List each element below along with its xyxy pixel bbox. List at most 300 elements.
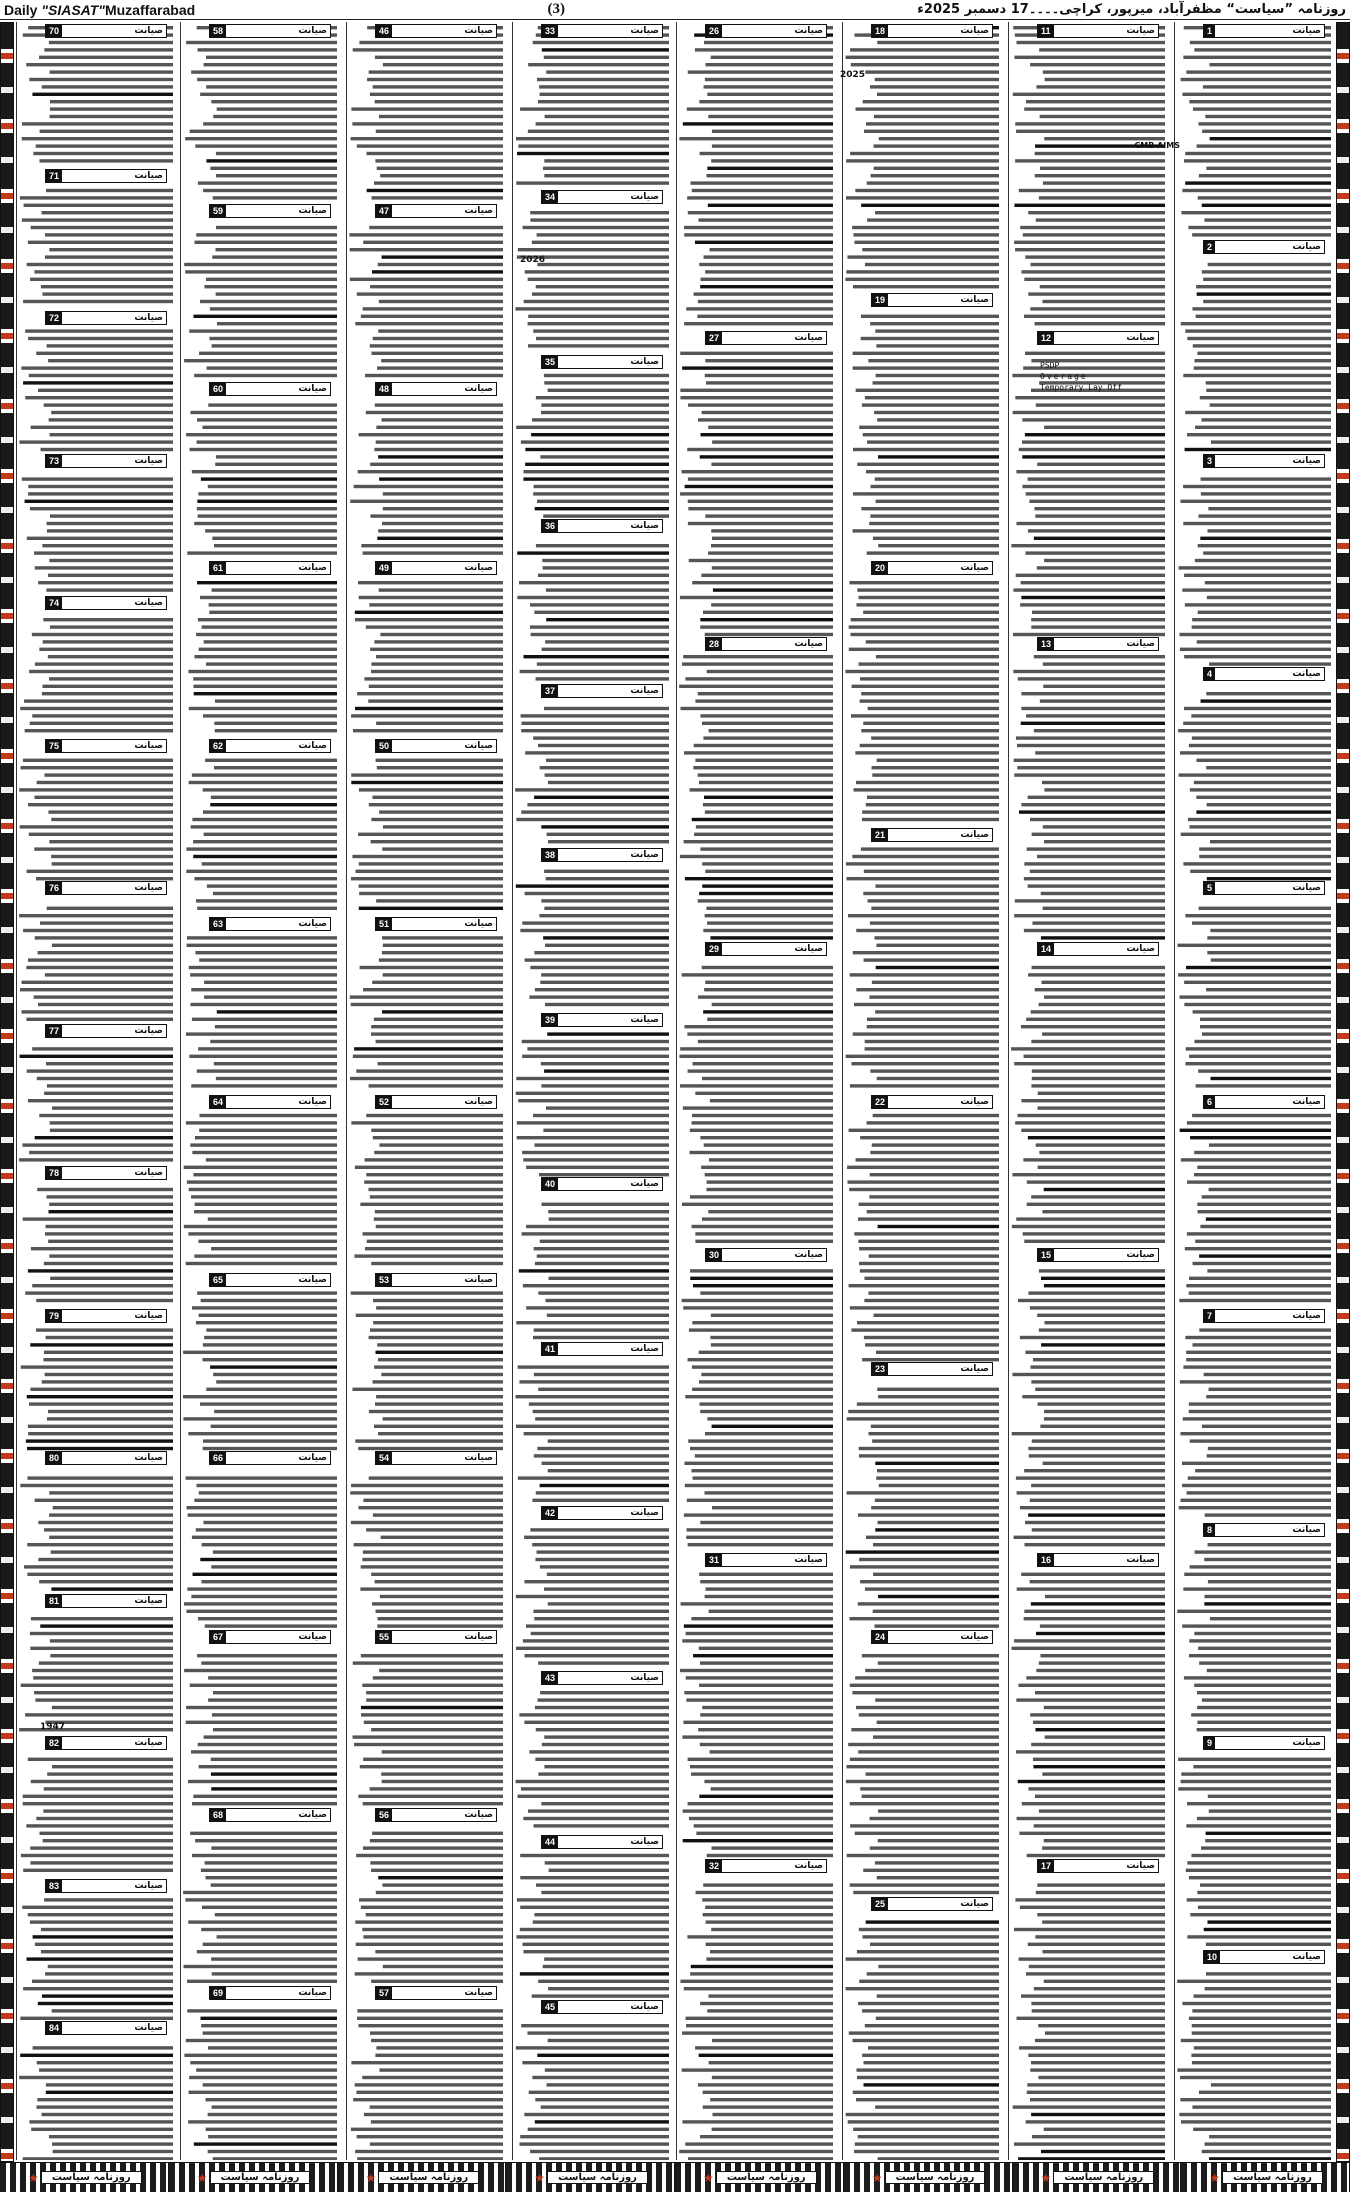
- text-line: [1186, 1351, 1331, 1354]
- text-line: [1014, 773, 1165, 776]
- text-line: [1035, 1935, 1165, 1938]
- notice-number: 12: [1038, 332, 1054, 344]
- star-icon: ★: [703, 2170, 714, 2185]
- text-line: [680, 389, 833, 392]
- text-line: [682, 1735, 833, 1738]
- column-8: [1174, 22, 1333, 2160]
- text-line: [355, 707, 503, 710]
- text-line: [1033, 1758, 1165, 1761]
- text-line: [351, 714, 503, 717]
- text-line: [710, 248, 833, 251]
- text-line: [1015, 248, 1165, 251]
- text-line: [1011, 544, 1165, 547]
- text-line: [372, 196, 503, 199]
- text-line: [22, 218, 173, 221]
- notice-header-label: صیانت: [134, 1881, 163, 1891]
- text-line: [709, 1610, 833, 1613]
- text-line: [373, 337, 503, 340]
- text-line: [376, 130, 503, 133]
- text-line: [685, 1484, 833, 1487]
- text-line: [850, 1758, 999, 1761]
- text-line: [24, 1565, 173, 1568]
- text-line: [1032, 1439, 1165, 1442]
- text-line: [1041, 2150, 1165, 2153]
- text-line: [545, 2068, 669, 2071]
- text-line: [1029, 500, 1165, 503]
- text-line: [370, 648, 503, 651]
- notice-number: 81: [46, 1595, 62, 1607]
- text-line: [700, 625, 833, 628]
- footer-label: روزنامہ سیاست: [378, 2171, 479, 2184]
- text-line: [26, 1439, 173, 1442]
- text-line: [185, 1898, 337, 1901]
- text-line: [702, 966, 833, 969]
- text-line: [707, 1018, 833, 1021]
- text-line: [1030, 307, 1165, 310]
- notice-number: 14: [1038, 943, 1054, 955]
- notice-header: [1203, 1309, 1325, 1323]
- text-line: [529, 1750, 669, 1753]
- text-line: [540, 1565, 669, 1568]
- text-line: [214, 544, 337, 547]
- text-line: [523, 470, 669, 473]
- text-line: [37, 2105, 173, 2108]
- text-line: [523, 1639, 669, 1642]
- text-line: [52, 862, 173, 865]
- text-line: [44, 1351, 173, 1354]
- notice-header-label: صیانت: [298, 1275, 327, 1285]
- text-line: [351, 1484, 503, 1487]
- text-line: [857, 1950, 999, 1953]
- text-line: [861, 204, 999, 207]
- text-line: [371, 2039, 503, 2042]
- notice-number: 6: [1204, 1096, 1215, 1108]
- text-line: [1042, 1846, 1165, 1849]
- text-line: [39, 648, 173, 651]
- text-line: [1045, 1321, 1165, 1324]
- text-line: [862, 810, 999, 813]
- text-line: [711, 603, 833, 606]
- text-line: [703, 2091, 833, 2094]
- text-line: [549, 1869, 669, 1872]
- text-line: [684, 1624, 833, 1627]
- notice-header-label: صیانت: [464, 26, 493, 36]
- text-line: [520, 1928, 669, 1931]
- text-line: [29, 78, 173, 81]
- text-line: [711, 56, 833, 59]
- text-line: [369, 803, 503, 806]
- notice-header: [375, 917, 497, 931]
- text-line: [523, 477, 669, 480]
- text-line: [186, 1032, 337, 1035]
- text-line: [1017, 1491, 1165, 1494]
- text-line: [366, 625, 503, 628]
- text-line: [520, 929, 669, 932]
- text-line: [1021, 1099, 1165, 1102]
- text-line: [194, 2142, 337, 2145]
- text-line: [379, 810, 503, 813]
- text-line: [378, 1432, 503, 1435]
- notice-header-label: صیانت: [630, 1344, 659, 1354]
- text-line: [369, 226, 503, 229]
- text-line: [1028, 1943, 1165, 1946]
- text-line: [711, 1846, 833, 1849]
- text-line: [192, 1802, 337, 1805]
- text-line: [351, 1003, 503, 1006]
- text-line: [183, 1891, 337, 1894]
- text-line: [185, 270, 337, 273]
- text-line: [199, 1314, 337, 1317]
- text-line: [52, 1706, 173, 1709]
- text-line: [30, 1861, 173, 1864]
- text-line: [1182, 189, 1331, 192]
- text-line: [27, 537, 173, 540]
- text-line: [380, 633, 503, 636]
- text-line: [853, 366, 999, 369]
- text-line: [27, 1543, 173, 1546]
- text-line: [42, 544, 173, 547]
- notice-number: 25: [872, 1898, 888, 1910]
- text-line: [535, 1706, 669, 1709]
- text-line: [375, 1580, 503, 1583]
- text-line: [356, 1314, 503, 1317]
- text-line: [366, 1913, 503, 1916]
- text-line: [32, 93, 173, 96]
- text-line: [28, 1269, 173, 1272]
- notice-header: [871, 293, 993, 307]
- text-line: [1181, 322, 1331, 325]
- text-line: [208, 2046, 337, 2049]
- text-line: [1198, 611, 1331, 614]
- text-line: [377, 1617, 503, 1620]
- text-line: [28, 1758, 173, 1761]
- snippet-year-1947: 1947: [40, 1722, 66, 1732]
- text-line: [1037, 1883, 1165, 1886]
- text-line: [188, 2120, 337, 2123]
- text-line: [363, 1935, 503, 1938]
- text-line: [870, 85, 999, 88]
- text-line: [1023, 233, 1165, 236]
- text-line: [1028, 1513, 1165, 1516]
- text-line: [1034, 655, 1165, 658]
- text-line: [45, 1373, 173, 1376]
- text-line: [875, 1528, 999, 1531]
- text-line: [856, 389, 999, 392]
- text-line: [711, 1928, 833, 1931]
- text-line: [1031, 2061, 1165, 2064]
- text-line: [371, 1032, 503, 1035]
- text-line: [39, 56, 173, 59]
- notice-header-label: صیانت: [630, 1673, 659, 1683]
- text-line: [530, 211, 669, 214]
- text-line: [1019, 2046, 1165, 2049]
- text-line: [698, 692, 833, 695]
- text-line: [366, 411, 503, 414]
- text-line: [522, 1151, 669, 1154]
- notice-header-label: صیانت: [960, 1097, 989, 1107]
- name-prefix: Daily: [4, 1, 42, 18]
- text-line: [690, 1129, 833, 1132]
- text-line: [363, 1550, 503, 1553]
- text-line: [706, 1943, 833, 1946]
- text-line: [524, 1536, 669, 1539]
- text-line: [1187, 1861, 1331, 1864]
- text-line: [1209, 63, 1331, 66]
- text-line: [1045, 1735, 1165, 1738]
- text-line: [1207, 951, 1331, 954]
- text-line: [371, 670, 503, 673]
- text-line: [534, 951, 669, 954]
- text-line: [852, 1691, 999, 1694]
- footer-label: روزنامہ سیاست: [547, 2171, 648, 2184]
- right-border-strip: [1336, 22, 1350, 2162]
- notice-number: 39: [542, 1014, 558, 1026]
- text-line: [192, 773, 337, 776]
- text-line: [1204, 1602, 1331, 1605]
- text-line: [30, 1846, 173, 1849]
- text-line: [23, 929, 173, 932]
- text-line: [49, 1203, 173, 1206]
- text-line: [1199, 1661, 1331, 1664]
- notice-header: [45, 881, 167, 895]
- text-line: [208, 1698, 337, 1701]
- text-line: [1037, 855, 1165, 858]
- text-line: [517, 152, 669, 155]
- text-line: [373, 1299, 503, 1302]
- text-line: [540, 981, 669, 984]
- text-line: [208, 1217, 337, 1220]
- text-line: [544, 174, 669, 177]
- text-line: [195, 1136, 337, 1139]
- text-line: [859, 1262, 999, 1265]
- text-line: [191, 825, 337, 828]
- text-line: [1021, 707, 1165, 710]
- text-line: [1042, 1210, 1165, 1213]
- text-line: [33, 1676, 173, 1679]
- text-line: [32, 714, 173, 717]
- text-line: [1025, 1521, 1165, 1524]
- text-line: [1028, 1787, 1165, 1790]
- notice-header: [375, 382, 497, 396]
- text-line: [695, 1232, 833, 1235]
- text-line: [1189, 1055, 1331, 1058]
- text-line: [530, 625, 669, 628]
- text-line: [694, 292, 833, 295]
- text-line: [1030, 2068, 1165, 2071]
- text-line: [523, 226, 669, 229]
- text-line: [858, 2135, 999, 2138]
- text-line: [1016, 470, 1165, 473]
- text-line: [1202, 204, 1331, 207]
- text-line: [50, 115, 173, 118]
- notice-header-label: صیانت: [464, 1988, 493, 1998]
- notice-header-label: صیانت: [1126, 1555, 1155, 1565]
- text-line: [383, 1965, 503, 1968]
- text-line: [530, 603, 669, 606]
- text-line: [517, 596, 669, 599]
- text-line: [1028, 529, 1165, 532]
- text-line: [1196, 796, 1331, 799]
- text-line: [363, 1499, 503, 1502]
- snippet-psdp: PSDP: [1040, 361, 1060, 370]
- notice-header: [45, 2021, 167, 2035]
- notice-header-label: صیانت: [1126, 26, 1155, 36]
- text-line: [198, 1240, 337, 1243]
- text-line: [1019, 448, 1165, 451]
- text-line: [366, 1114, 503, 1117]
- text-line: [1020, 603, 1165, 606]
- text-line: [43, 640, 173, 643]
- text-line: [693, 1654, 833, 1657]
- text-line: [533, 1336, 669, 1339]
- text-line: [1037, 566, 1165, 569]
- text-line: [690, 1269, 833, 1272]
- text-line: [38, 951, 173, 954]
- text-line: [1186, 70, 1331, 73]
- text-line: [382, 1010, 503, 1013]
- text-line: [1039, 48, 1165, 51]
- text-line: [366, 1173, 503, 1176]
- text-line: [201, 1580, 337, 1583]
- text-line: [35, 1698, 173, 1701]
- text-line: [703, 929, 833, 932]
- text-line: [545, 1003, 669, 1006]
- text-line: [847, 1166, 999, 1169]
- text-line: [376, 1610, 503, 1613]
- text-line: [361, 544, 503, 547]
- text-line: [1032, 2135, 1165, 2138]
- text-line: [42, 85, 173, 88]
- notice-header: [209, 561, 331, 575]
- text-line: [30, 507, 173, 510]
- text-line: [215, 1025, 337, 1028]
- text-line: [1202, 1698, 1331, 1701]
- text-line: [1035, 2039, 1165, 2042]
- text-line: [1201, 699, 1331, 702]
- text-line: [1181, 1499, 1331, 1502]
- text-line: [362, 1558, 503, 1561]
- text-line: [197, 418, 337, 421]
- text-line: [379, 477, 503, 480]
- text-line: [1191, 2054, 1331, 2057]
- text-line: [682, 2068, 833, 2071]
- text-line: [376, 440, 503, 443]
- text-line: [873, 381, 999, 384]
- text-line: [32, 1047, 173, 1050]
- text-line: [848, 2120, 999, 2123]
- text-line: [1189, 744, 1331, 747]
- text-line: [873, 144, 999, 147]
- notice-number: 74: [46, 597, 62, 609]
- text-line: [876, 344, 999, 347]
- text-line: [540, 1240, 669, 1243]
- text-line: [1204, 1928, 1331, 1931]
- text-line: [680, 596, 833, 599]
- text-line: [44, 1092, 173, 1095]
- text-line: [1021, 722, 1165, 725]
- notice-header: [871, 1362, 993, 1376]
- text-line: [1043, 70, 1165, 73]
- text-line: [680, 396, 833, 399]
- text-line: [216, 152, 337, 155]
- text-line: [516, 1935, 669, 1938]
- text-line: [1019, 1832, 1165, 1835]
- text-line: [693, 766, 833, 769]
- text-line: [876, 1476, 999, 1479]
- text-line: [695, 2046, 833, 2049]
- text-line: [1194, 781, 1331, 784]
- text-line: [538, 744, 669, 747]
- text-line: [1015, 396, 1165, 399]
- text-line: [695, 241, 833, 244]
- text-line: [198, 1047, 337, 1050]
- text-line: [50, 1121, 173, 1124]
- text-line: [23, 1987, 173, 1990]
- text-line: [1026, 714, 1165, 717]
- text-line: [1202, 1032, 1331, 1035]
- notice-header-label: صیانت: [1292, 456, 1321, 466]
- text-line: [359, 862, 503, 865]
- text-line: [1034, 1987, 1165, 1990]
- text-line: [25, 1291, 173, 1294]
- text-line: [1178, 1787, 1331, 1790]
- text-line: [44, 1898, 173, 1901]
- text-line: [355, 2150, 503, 2153]
- notice-header-label: صیانت: [464, 1275, 493, 1285]
- text-line: [1024, 929, 1165, 932]
- notice-header: [1203, 1736, 1325, 1750]
- text-line: [867, 1972, 999, 1975]
- notice-number: 60: [210, 383, 226, 395]
- text-line: [358, 833, 503, 836]
- text-line: [1187, 1491, 1331, 1494]
- text-line: [877, 1721, 999, 1724]
- text-line: [875, 211, 999, 214]
- notice-header-label: صیانت: [134, 456, 163, 466]
- notice-number: 75: [46, 740, 62, 752]
- footer-label: روزنامہ سیاست: [210, 2171, 311, 2184]
- text-line: [855, 2142, 999, 2145]
- text-line: [705, 374, 833, 377]
- text-line: [683, 1809, 833, 1812]
- notice-number: 43: [542, 1672, 558, 1684]
- notice-number: 2: [1204, 241, 1215, 253]
- text-line: [38, 581, 173, 584]
- text-line: [1203, 300, 1331, 303]
- text-line: [861, 847, 999, 850]
- text-line: [382, 847, 503, 850]
- text-line: [373, 1513, 503, 1516]
- text-line: [190, 411, 337, 414]
- text-line: [862, 248, 999, 251]
- text-line: [536, 122, 669, 125]
- text-line: [545, 773, 669, 776]
- text-line: [382, 255, 503, 258]
- text-line: [877, 1876, 999, 1879]
- text-line: [704, 41, 833, 44]
- text-line: [536, 544, 669, 547]
- text-line: [47, 1084, 173, 1087]
- text-line: [362, 1928, 503, 1931]
- text-line: [525, 270, 669, 273]
- text-line: [204, 981, 337, 984]
- text-line: [192, 1151, 337, 1154]
- footer-cell: [675, 2163, 844, 2192]
- text-line: [29, 670, 173, 673]
- text-line: [197, 440, 337, 443]
- text-line: [698, 995, 833, 998]
- text-line: [34, 995, 173, 998]
